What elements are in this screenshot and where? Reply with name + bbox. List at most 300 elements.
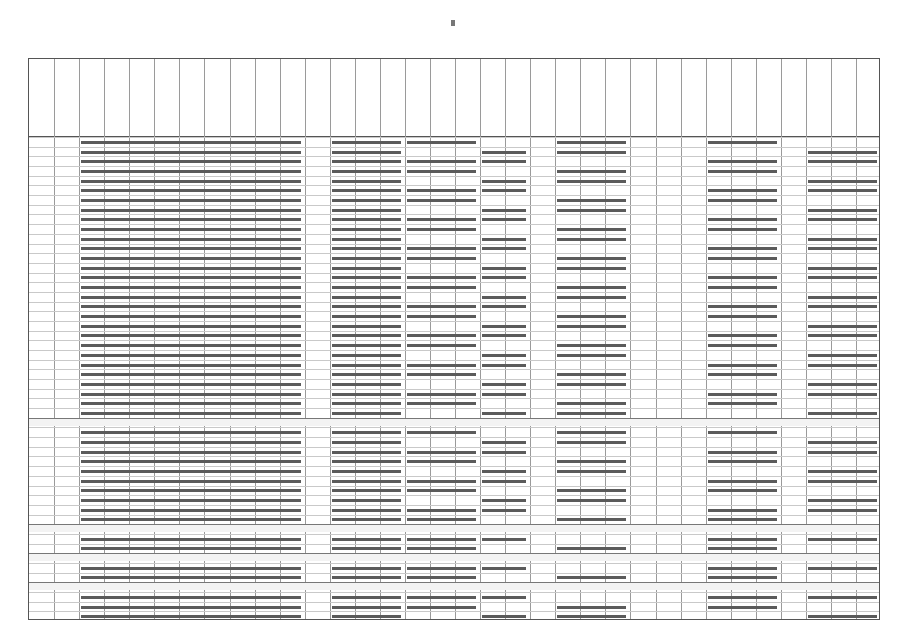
- cell-content: [482, 441, 526, 444]
- cell-content: [81, 286, 301, 289]
- row-line: [29, 273, 879, 274]
- cell-content: [407, 141, 476, 144]
- cell-content: [81, 538, 301, 541]
- cell-content: [332, 509, 401, 512]
- cell-content: [407, 596, 476, 599]
- cell-content: [808, 160, 877, 163]
- row-line: [29, 602, 879, 603]
- cell-content: [81, 441, 301, 444]
- cell-content: [708, 364, 777, 367]
- cell-content: [407, 344, 476, 347]
- cell-content: [81, 151, 301, 154]
- cell-content: [482, 218, 526, 221]
- cell-content: [407, 199, 476, 202]
- cell-content: [557, 286, 626, 289]
- cell-content: [482, 451, 526, 454]
- row-line: [29, 147, 879, 148]
- cell-content: [708, 489, 777, 492]
- cell-content: [332, 334, 401, 337]
- cell-content: [808, 151, 877, 154]
- cell-content: [808, 441, 877, 444]
- column-divider: [781, 59, 782, 619]
- cell-content: [332, 344, 401, 347]
- cell-content: [482, 334, 526, 337]
- row-line: [29, 166, 879, 167]
- cell-content: [482, 509, 526, 512]
- column-divider: [706, 59, 707, 619]
- cell-content: [332, 383, 401, 386]
- cell-content: [81, 431, 301, 434]
- row-line: [29, 563, 879, 564]
- row-line: [29, 592, 879, 593]
- cell-content: [808, 451, 877, 454]
- cell-content: [808, 596, 877, 599]
- cell-content: [557, 576, 626, 579]
- row-line: [29, 282, 879, 283]
- cell-content: [81, 451, 301, 454]
- cell-content: [332, 305, 401, 308]
- section-row: [29, 524, 879, 532]
- cell-content: [407, 247, 476, 250]
- cell-content: [81, 305, 301, 308]
- cell-content: [482, 209, 526, 212]
- cell-content: [332, 180, 401, 183]
- cell-content: [708, 315, 777, 318]
- cell-content: [332, 170, 401, 173]
- cell-content: [407, 189, 476, 192]
- cell-content: [81, 334, 301, 337]
- cell-content: [407, 451, 476, 454]
- cell-content: [81, 344, 301, 347]
- row-line: [29, 302, 879, 303]
- cell-content: [808, 218, 877, 221]
- cell-content: [407, 576, 476, 579]
- cell-content: [407, 402, 476, 405]
- row-line: [29, 573, 879, 574]
- cell-content: [81, 615, 301, 618]
- cell-content: [332, 238, 401, 241]
- cell-content: [808, 189, 877, 192]
- cell-content: [81, 383, 301, 386]
- cell-content: [482, 538, 526, 541]
- cell-content: [708, 606, 777, 609]
- column-divider: [505, 59, 506, 619]
- cell-content: [332, 412, 401, 415]
- cell-content: [708, 480, 777, 483]
- cell-content: [407, 489, 476, 492]
- cell-content: [808, 209, 877, 212]
- row-line: [29, 176, 879, 177]
- row-line: [29, 379, 879, 380]
- page-number-mark: [451, 20, 455, 26]
- cell-content: [557, 344, 626, 347]
- cell-content: [557, 180, 626, 183]
- column-divider: [555, 59, 556, 619]
- cell-content: [81, 470, 301, 473]
- cell-content: [407, 373, 476, 376]
- cell-content: [407, 276, 476, 279]
- cell-content: [557, 615, 626, 618]
- cell-content: [708, 189, 777, 192]
- cell-content: [81, 257, 301, 260]
- row-line: [29, 292, 879, 293]
- cell-content: [332, 247, 401, 250]
- cell-content: [332, 189, 401, 192]
- cell-content: [482, 596, 526, 599]
- row-line: [29, 611, 879, 612]
- cell-content: [808, 276, 877, 279]
- cell-content: [81, 238, 301, 241]
- cell-content: [708, 460, 777, 463]
- cell-content: [81, 518, 301, 521]
- cell-content: [332, 576, 401, 579]
- cell-content: [482, 615, 526, 618]
- cell-content: [557, 315, 626, 318]
- cell-content: [708, 373, 777, 376]
- cell-content: [332, 228, 401, 231]
- cell-content: [557, 606, 626, 609]
- row-line: [29, 408, 879, 409]
- cell-content: [81, 373, 301, 376]
- row-line: [29, 214, 879, 215]
- cell-content: [482, 393, 526, 396]
- cell-content: [708, 509, 777, 512]
- row-line: [29, 369, 879, 370]
- cell-content: [708, 276, 777, 279]
- cell-content: [81, 596, 301, 599]
- cell-content: [808, 296, 877, 299]
- cell-content: [332, 141, 401, 144]
- row-line: [29, 234, 879, 235]
- cell-content: [557, 441, 626, 444]
- row-line: [29, 253, 879, 254]
- cell-content: [557, 499, 626, 502]
- cell-content: [482, 480, 526, 483]
- cell-content: [482, 189, 526, 192]
- cell-content: [808, 325, 877, 328]
- cell-content: [81, 393, 301, 396]
- cell-content: [708, 199, 777, 202]
- row-line: [29, 195, 879, 196]
- cell-content: [808, 267, 877, 270]
- cell-content: [808, 354, 877, 357]
- cell-content: [332, 267, 401, 270]
- cell-content: [557, 383, 626, 386]
- row-line: [29, 486, 879, 487]
- cell-content: [407, 606, 476, 609]
- cell-content: [482, 412, 526, 415]
- cell-content: [708, 286, 777, 289]
- cell-content: [81, 606, 301, 609]
- cell-content: [708, 451, 777, 454]
- cell-content: [81, 296, 301, 299]
- cell-content: [482, 305, 526, 308]
- cell-content: [482, 238, 526, 241]
- cell-content: [332, 160, 401, 163]
- row-line: [29, 311, 879, 312]
- cell-content: [557, 209, 626, 212]
- column-divider: [305, 59, 306, 619]
- cell-content: [482, 267, 526, 270]
- cell-content: [332, 373, 401, 376]
- cell-content: [808, 180, 877, 183]
- cell-content: [557, 489, 626, 492]
- row-line: [29, 350, 879, 351]
- cell-content: [407, 431, 476, 434]
- cell-content: [407, 170, 476, 173]
- cell-content: [407, 364, 476, 367]
- cell-content: [407, 460, 476, 463]
- table-header: [29, 59, 879, 137]
- cell-content: [407, 218, 476, 221]
- cell-content: [81, 412, 301, 415]
- cell-content: [332, 460, 401, 463]
- cell-content: [81, 315, 301, 318]
- row-line: [29, 515, 879, 516]
- cell-content: [557, 354, 626, 357]
- cell-content: [808, 238, 877, 241]
- cell-content: [557, 402, 626, 405]
- cell-content: [808, 393, 877, 396]
- cell-content: [557, 296, 626, 299]
- cell-content: [808, 470, 877, 473]
- cell-content: [482, 247, 526, 250]
- cell-content: [808, 480, 877, 483]
- row-line: [29, 360, 879, 361]
- row-line: [29, 427, 879, 428]
- cell-content: [407, 228, 476, 231]
- cell-content: [708, 141, 777, 144]
- row-line: [29, 505, 879, 506]
- cell-content: [332, 441, 401, 444]
- cell-content: [708, 247, 777, 250]
- cell-content: [557, 470, 626, 473]
- cell-content: [332, 606, 401, 609]
- cell-content: [407, 518, 476, 521]
- cell-content: [808, 247, 877, 250]
- row-line: [29, 205, 879, 206]
- cell-content: [332, 296, 401, 299]
- cell-content: [557, 518, 626, 521]
- cell-content: [81, 267, 301, 270]
- cell-content: [557, 257, 626, 260]
- cell-content: [557, 238, 626, 241]
- section-row: [29, 582, 879, 590]
- column-divider: [831, 59, 832, 619]
- cell-content: [482, 499, 526, 502]
- cell-content: [808, 499, 877, 502]
- cell-content: [332, 286, 401, 289]
- cell-content: [482, 276, 526, 279]
- row-line: [29, 447, 879, 448]
- cell-content: [81, 199, 301, 202]
- cell-content: [332, 596, 401, 599]
- cell-content: [708, 547, 777, 550]
- cell-content: [482, 364, 526, 367]
- section-row: [29, 418, 879, 426]
- cell-content: [81, 547, 301, 550]
- cell-content: [407, 509, 476, 512]
- cell-content: [708, 596, 777, 599]
- cell-content: [81, 209, 301, 212]
- column-divider: [681, 59, 682, 619]
- cell-content: [808, 509, 877, 512]
- cell-content: [557, 267, 626, 270]
- cell-content: [708, 228, 777, 231]
- cell-content: [332, 470, 401, 473]
- cell-content: [708, 393, 777, 396]
- cell-content: [407, 547, 476, 550]
- cell-content: [332, 354, 401, 357]
- cell-content: [332, 364, 401, 367]
- cell-content: [81, 499, 301, 502]
- cell-content: [332, 431, 401, 434]
- cell-content: [482, 354, 526, 357]
- cell-content: [557, 170, 626, 173]
- cell-content: [332, 325, 401, 328]
- cell-content: [81, 170, 301, 173]
- column-divider: [530, 59, 531, 619]
- cell-content: [808, 364, 877, 367]
- cell-content: [332, 257, 401, 260]
- cell-content: [332, 615, 401, 618]
- column-divider: [405, 59, 406, 619]
- cell-content: [808, 383, 877, 386]
- cell-content: [708, 576, 777, 579]
- cell-content: [708, 218, 777, 221]
- cell-content: [808, 334, 877, 337]
- cell-content: [708, 538, 777, 541]
- cell-content: [557, 151, 626, 154]
- cell-content: [332, 402, 401, 405]
- column-divider: [630, 59, 631, 619]
- cell-content: [708, 344, 777, 347]
- cell-content: [557, 228, 626, 231]
- row-line: [29, 534, 879, 535]
- cell-content: [407, 480, 476, 483]
- cell-content: [708, 257, 777, 260]
- cell-content: [407, 305, 476, 308]
- cell-content: [708, 518, 777, 521]
- cell-content: [332, 209, 401, 212]
- cell-content: [407, 257, 476, 260]
- cell-content: [808, 538, 877, 541]
- cell-content: [808, 567, 877, 570]
- cell-content: [557, 199, 626, 202]
- cell-content: [81, 489, 301, 492]
- row-line: [29, 185, 879, 186]
- cell-content: [557, 460, 626, 463]
- cell-content: [332, 499, 401, 502]
- cell-content: [81, 141, 301, 144]
- cell-content: [81, 480, 301, 483]
- cell-content: [81, 189, 301, 192]
- column-divider: [656, 59, 657, 619]
- cell-content: [332, 518, 401, 521]
- cell-content: [482, 470, 526, 473]
- cell-content: [557, 373, 626, 376]
- row-line: [29, 476, 879, 477]
- cell-content: [407, 538, 476, 541]
- cell-content: [482, 296, 526, 299]
- cell-content: [708, 567, 777, 570]
- row-line: [29, 137, 879, 138]
- cell-content: [332, 276, 401, 279]
- cell-content: [708, 431, 777, 434]
- cell-content: [81, 180, 301, 183]
- cell-content: [332, 480, 401, 483]
- cell-content: [407, 315, 476, 318]
- cell-content: [557, 547, 626, 550]
- cell-content: [557, 412, 626, 415]
- row-line: [29, 495, 879, 496]
- cell-content: [332, 393, 401, 396]
- row-line: [29, 456, 879, 457]
- cell-content: [708, 305, 777, 308]
- row-line: [29, 398, 879, 399]
- row-line: [29, 263, 879, 264]
- cell-content: [482, 151, 526, 154]
- column-divider: [806, 59, 807, 619]
- row-line: [29, 331, 879, 332]
- cell-content: [81, 460, 301, 463]
- cell-content: [81, 354, 301, 357]
- row-line: [29, 224, 879, 225]
- cell-content: [332, 547, 401, 550]
- cell-content: [708, 160, 777, 163]
- cell-content: [808, 412, 877, 415]
- section-row: [29, 553, 879, 561]
- cell-content: [482, 383, 526, 386]
- cell-content: [332, 489, 401, 492]
- column-divider: [856, 59, 857, 619]
- row-line: [29, 466, 879, 467]
- column-divider: [79, 59, 80, 619]
- cell-content: [332, 538, 401, 541]
- row-line: [29, 156, 879, 157]
- cell-content: [557, 141, 626, 144]
- cell-content: [482, 160, 526, 163]
- cell-content: [332, 151, 401, 154]
- column-divider: [54, 59, 55, 619]
- cell-content: [81, 325, 301, 328]
- cell-content: [81, 364, 301, 367]
- cell-content: [332, 451, 401, 454]
- cell-content: [407, 567, 476, 570]
- cell-content: [708, 334, 777, 337]
- row-line: [29, 340, 879, 341]
- column-divider: [330, 59, 331, 619]
- row-line: [29, 321, 879, 322]
- cell-content: [407, 393, 476, 396]
- cell-content: [332, 218, 401, 221]
- row-line: [29, 437, 879, 438]
- row-line: [29, 244, 879, 245]
- cell-content: [407, 160, 476, 163]
- cell-content: [332, 315, 401, 318]
- row-line: [29, 389, 879, 390]
- cell-content: [407, 286, 476, 289]
- row-line: [29, 544, 879, 545]
- cell-content: [557, 431, 626, 434]
- cell-content: [708, 402, 777, 405]
- cell-content: [407, 334, 476, 337]
- cell-content: [81, 276, 301, 279]
- cell-content: [81, 567, 301, 570]
- cell-content: [81, 509, 301, 512]
- cell-content: [557, 325, 626, 328]
- cell-content: [81, 402, 301, 405]
